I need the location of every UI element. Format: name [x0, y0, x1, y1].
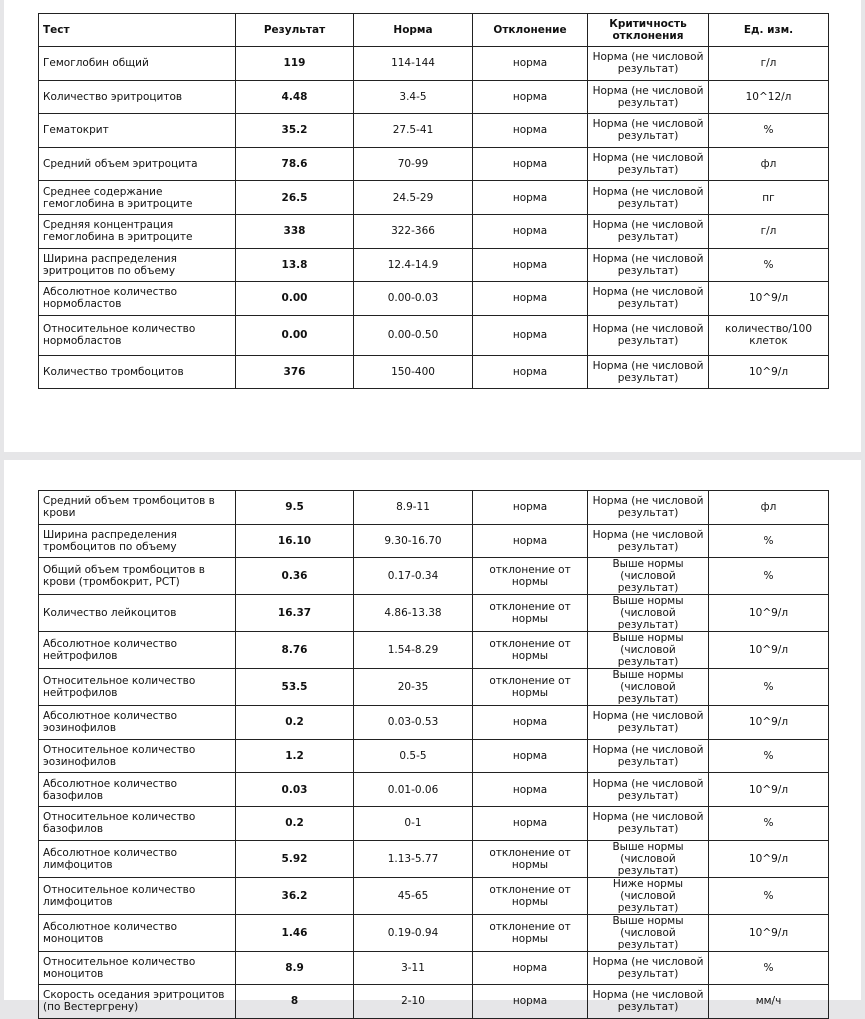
- unit-cell: 10^9/л: [709, 840, 829, 877]
- deviation-cell: норма: [473, 248, 588, 282]
- results-table-page-2: [38, 490, 829, 1019]
- criticality-cell: Выше нормы (числовой результат): [588, 595, 709, 632]
- criticality-cell: Норма (не числовой результат): [588, 773, 709, 807]
- test-name-cell: Скорость оседания эритроцитов (по Вестергрену): [39, 985, 236, 1019]
- table-row: [39, 558, 829, 595]
- deviation-cell: норма: [473, 282, 588, 316]
- test-name-cell: Общий объем тромбоцитов в крови (тромбокрит, PCT): [39, 558, 236, 595]
- result-cell: 5.92: [236, 840, 354, 877]
- table-row: [39, 315, 829, 355]
- table-row: [39, 840, 829, 877]
- table-row: [39, 248, 829, 282]
- norm-cell: 1.13-5.77: [354, 840, 473, 877]
- result-cell: 78.6: [236, 147, 354, 181]
- test-name-cell: Относительное количество лимфоцитов: [39, 877, 236, 914]
- test-name-cell: Абсолютное количество базофилов: [39, 773, 236, 807]
- deviation-cell: норма: [473, 773, 588, 807]
- table-row: [39, 877, 829, 914]
- result-cell: 8: [236, 985, 354, 1019]
- test-name-cell: Абсолютное количество моноцитов: [39, 914, 236, 951]
- criticality-cell: Выше нормы (числовой результат): [588, 840, 709, 877]
- norm-cell: 27.5-41: [354, 114, 473, 148]
- result-cell: 4.48: [236, 80, 354, 114]
- deviation-cell: норма: [473, 985, 588, 1019]
- unit-cell: %: [709, 739, 829, 773]
- unit-cell: г/л: [709, 214, 829, 248]
- result-cell: 8.9: [236, 951, 354, 985]
- table-row: [39, 355, 829, 389]
- result-cell: 35.2: [236, 114, 354, 148]
- criticality-cell: Выше нормы (числовой результат): [588, 669, 709, 706]
- result-cell: 13.8: [236, 248, 354, 282]
- result-cell: 16.10: [236, 524, 354, 558]
- unit-cell: %: [709, 248, 829, 282]
- header-deviation: Отклонение: [473, 14, 588, 47]
- test-name-cell: Абсолютное количество нормобластов: [39, 282, 236, 316]
- report-page-2: [4, 460, 861, 1014]
- deviation-cell: норма: [473, 491, 588, 525]
- test-name-cell: Относительное количество моноцитов: [39, 951, 236, 985]
- result-cell: 0.03: [236, 773, 354, 807]
- norm-cell: 0.01-0.06: [354, 773, 473, 807]
- criticality-cell: Норма (не числовой результат): [588, 315, 709, 355]
- result-cell: 0.00: [236, 315, 354, 355]
- unit-cell: г/л: [709, 47, 829, 81]
- unit-cell: 10^9/л: [709, 355, 829, 389]
- header-test: Тест: [39, 14, 236, 47]
- unit-cell: %: [709, 524, 829, 558]
- test-name-cell: Гемоглобин общий: [39, 47, 236, 81]
- norm-cell: 2-10: [354, 985, 473, 1019]
- deviation-cell: норма: [473, 80, 588, 114]
- result-cell: 1.46: [236, 914, 354, 951]
- header-unit: Ед. изм.: [709, 14, 829, 47]
- criticality-cell: Норма (не числовой результат): [588, 147, 709, 181]
- result-cell: 9.5: [236, 491, 354, 525]
- result-cell: 26.5: [236, 181, 354, 215]
- criticality-cell: Норма (не числовой результат): [588, 47, 709, 81]
- table-row: [39, 114, 829, 148]
- test-name-cell: Количество эритроцитов: [39, 80, 236, 114]
- norm-cell: 24.5-29: [354, 181, 473, 215]
- unit-cell: фл: [709, 491, 829, 525]
- table-row: [39, 985, 829, 1019]
- table-row: [39, 806, 829, 840]
- criticality-cell: Выше нормы (числовой результат): [588, 914, 709, 951]
- result-cell: 53.5: [236, 669, 354, 706]
- norm-cell: 1.54-8.29: [354, 632, 473, 669]
- header-result: Результат: [236, 14, 354, 47]
- deviation-cell: норма: [473, 806, 588, 840]
- deviation-cell: отклонение от нормы: [473, 669, 588, 706]
- result-cell: 0.2: [236, 806, 354, 840]
- unit-cell: %: [709, 806, 829, 840]
- deviation-cell: норма: [473, 47, 588, 81]
- norm-cell: 70-99: [354, 147, 473, 181]
- result-cell: 1.2: [236, 739, 354, 773]
- deviation-cell: норма: [473, 114, 588, 148]
- norm-cell: 45-65: [354, 877, 473, 914]
- norm-cell: 0.5-5: [354, 739, 473, 773]
- norm-cell: 20-35: [354, 669, 473, 706]
- unit-cell: 10^9/л: [709, 595, 829, 632]
- test-name-cell: Средняя концентрация гемоглобина в эритроците: [39, 214, 236, 248]
- test-name-cell: Относительное количество нормобластов: [39, 315, 236, 355]
- norm-cell: 3.4-5: [354, 80, 473, 114]
- result-cell: 8.76: [236, 632, 354, 669]
- test-name-cell: Абсолютное количество нейтрофилов: [39, 632, 236, 669]
- results-body-page-2: [39, 491, 829, 1019]
- unit-cell: 10^12/л: [709, 80, 829, 114]
- unit-cell: фл: [709, 147, 829, 181]
- criticality-cell: Норма (не числовой результат): [588, 114, 709, 148]
- norm-cell: 322-366: [354, 214, 473, 248]
- criticality-cell: Норма (не числовой результат): [588, 282, 709, 316]
- table-row: [39, 491, 829, 525]
- results-table-page-1: [38, 13, 829, 389]
- test-name-cell: Гематокрит: [39, 114, 236, 148]
- result-cell: 0.2: [236, 706, 354, 740]
- unit-cell: %: [709, 114, 829, 148]
- unit-cell: 10^9/л: [709, 914, 829, 951]
- test-name-cell: Количество лейкоцитов: [39, 595, 236, 632]
- deviation-cell: отклонение от нормы: [473, 558, 588, 595]
- unit-cell: %: [709, 669, 829, 706]
- result-cell: 16.37: [236, 595, 354, 632]
- deviation-cell: норма: [473, 355, 588, 389]
- table-row: [39, 632, 829, 669]
- deviation-cell: отклонение от нормы: [473, 877, 588, 914]
- criticality-cell: Ниже нормы (числовой результат): [588, 877, 709, 914]
- norm-cell: 4.86-13.38: [354, 595, 473, 632]
- deviation-cell: отклонение от нормы: [473, 595, 588, 632]
- criticality-cell: Норма (не числовой результат): [588, 214, 709, 248]
- result-cell: 119: [236, 47, 354, 81]
- deviation-cell: норма: [473, 315, 588, 355]
- unit-cell: количество/100 клеток: [709, 315, 829, 355]
- deviation-cell: норма: [473, 181, 588, 215]
- norm-cell: 0-1: [354, 806, 473, 840]
- unit-cell: мм/ч: [709, 985, 829, 1019]
- criticality-cell: Норма (не числовой результат): [588, 524, 709, 558]
- table-row: [39, 706, 829, 740]
- unit-cell: 10^9/л: [709, 773, 829, 807]
- norm-cell: 0.19-0.94: [354, 914, 473, 951]
- deviation-cell: отклонение от нормы: [473, 632, 588, 669]
- header-norm: Норма: [354, 14, 473, 47]
- deviation-cell: норма: [473, 739, 588, 773]
- test-name-cell: Количество тромбоцитов: [39, 355, 236, 389]
- test-name-cell: Относительное количество эозинофилов: [39, 739, 236, 773]
- test-name-cell: Средний объем тромбоцитов в крови: [39, 491, 236, 525]
- criticality-cell: Норма (не числовой результат): [588, 181, 709, 215]
- table-row: [39, 951, 829, 985]
- test-name-cell: Относительное количество нейтрофилов: [39, 669, 236, 706]
- unit-cell: 10^9/л: [709, 632, 829, 669]
- table-row: [39, 147, 829, 181]
- criticality-cell: Норма (не числовой результат): [588, 739, 709, 773]
- table-row: [39, 524, 829, 558]
- result-cell: 376: [236, 355, 354, 389]
- unit-cell: %: [709, 558, 829, 595]
- norm-cell: 150-400: [354, 355, 473, 389]
- norm-cell: 0.17-0.34: [354, 558, 473, 595]
- table-row: [39, 773, 829, 807]
- test-name-cell: Абсолютное количество эозинофилов: [39, 706, 236, 740]
- criticality-cell: Норма (не числовой результат): [588, 706, 709, 740]
- norm-cell: 0.00-0.50: [354, 315, 473, 355]
- norm-cell: 8.9-11: [354, 491, 473, 525]
- unit-cell: 10^9/л: [709, 282, 829, 316]
- criticality-cell: Норма (не числовой результат): [588, 80, 709, 114]
- criticality-cell: Норма (не числовой результат): [588, 806, 709, 840]
- result-cell: 0.00: [236, 282, 354, 316]
- deviation-cell: норма: [473, 524, 588, 558]
- criticality-cell: Норма (не числовой результат): [588, 951, 709, 985]
- result-cell: 338: [236, 214, 354, 248]
- criticality-cell: Выше нормы (числовой результат): [588, 632, 709, 669]
- test-name-cell: Среднее содержание гемоглобина в эритроците: [39, 181, 236, 215]
- unit-cell: 10^9/л: [709, 706, 829, 740]
- table-row: [39, 914, 829, 951]
- criticality-cell: Норма (не числовой результат): [588, 355, 709, 389]
- criticality-cell: Норма (не числовой результат): [588, 248, 709, 282]
- norm-cell: 3-11: [354, 951, 473, 985]
- deviation-cell: отклонение от нормы: [473, 840, 588, 877]
- test-name-cell: Относительное количество базофилов: [39, 806, 236, 840]
- table-row: [39, 181, 829, 215]
- criticality-cell: Норма (не числовой результат): [588, 491, 709, 525]
- deviation-cell: норма: [473, 147, 588, 181]
- table-row: [39, 282, 829, 316]
- norm-cell: 9.30-16.70: [354, 524, 473, 558]
- criticality-cell: Выше нормы (числовой результат): [588, 558, 709, 595]
- criticality-cell: Норма (не числовой результат): [588, 985, 709, 1019]
- deviation-cell: норма: [473, 706, 588, 740]
- test-name-cell: Ширина распределения тромбоцитов по объему: [39, 524, 236, 558]
- header-criticality: Критичность отклонения: [588, 14, 709, 47]
- results-body-page-1: [39, 47, 829, 389]
- unit-cell: %: [709, 877, 829, 914]
- norm-cell: 114-144: [354, 47, 473, 81]
- table-row: [39, 595, 829, 632]
- table-header-row: [39, 14, 829, 47]
- table-row: [39, 47, 829, 81]
- deviation-cell: норма: [473, 951, 588, 985]
- result-cell: 0.36: [236, 558, 354, 595]
- norm-cell: 0.00-0.03: [354, 282, 473, 316]
- table-row: [39, 669, 829, 706]
- table-row: [39, 739, 829, 773]
- report-page-1: [4, 0, 861, 452]
- test-name-cell: Средний объем эритроцита: [39, 147, 236, 181]
- deviation-cell: норма: [473, 214, 588, 248]
- table-row: [39, 80, 829, 114]
- test-name-cell: Ширина распределения эритроцитов по объему: [39, 248, 236, 282]
- test-name-cell: Абсолютное количество лимфоцитов: [39, 840, 236, 877]
- table-row: [39, 214, 829, 248]
- deviation-cell: отклонение от нормы: [473, 914, 588, 951]
- result-cell: 36.2: [236, 877, 354, 914]
- unit-cell: %: [709, 951, 829, 985]
- norm-cell: 0.03-0.53: [354, 706, 473, 740]
- unit-cell: пг: [709, 181, 829, 215]
- norm-cell: 12.4-14.9: [354, 248, 473, 282]
